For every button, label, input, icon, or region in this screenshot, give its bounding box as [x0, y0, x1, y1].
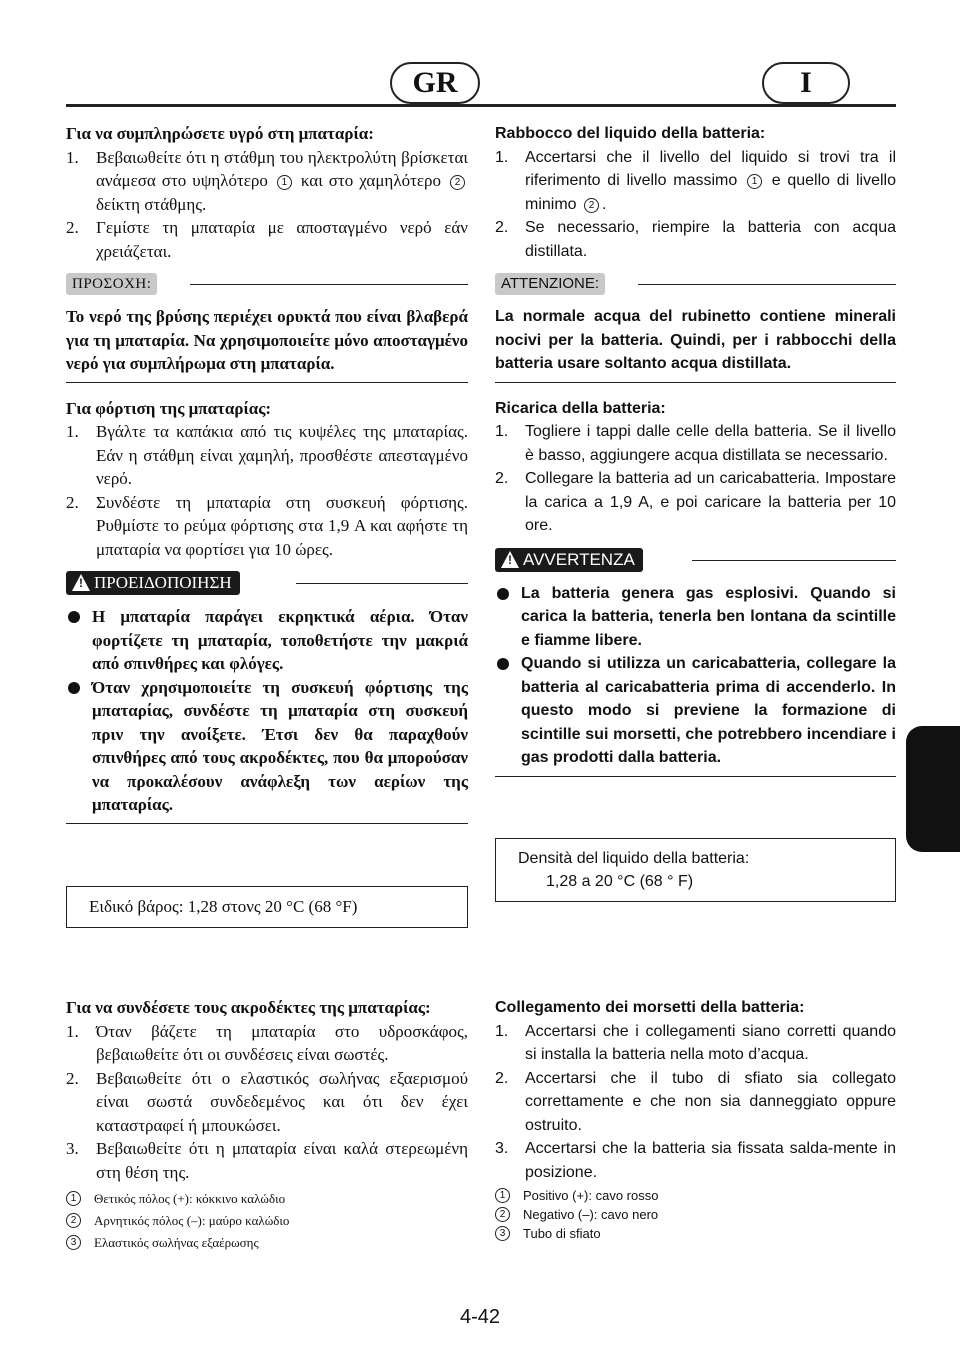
divider: [495, 382, 896, 383]
greek-column-upper: [66, 122, 468, 824]
it-spec-box: [495, 838, 896, 902]
list-item: 1. Βεβαιωθείτε ότι η στάθμη του ηλεκτρολύτη βρίσκεται ανάμεσα στο υψηλότερο 1 και στο χαμηλότερο 2 δείκτη στάθμης.: [66, 147, 468, 214]
caution-label: ΠΡΟΣΟΧΗ:: [66, 273, 157, 295]
divider: [495, 776, 896, 777]
it-legend: [495, 1186, 896, 1243]
divider: [66, 382, 468, 383]
gr-warning-bullets: [66, 605, 468, 817]
list-item: 3. Βεβαιωθείτε ότι η μπαταρία είναι καλά στερεωμένη στη θέση της.: [66, 1139, 468, 1182]
gr-spec-text: Ειδικό βάρος: 1,28 στονς 20 °C (68 °F): [89, 897, 358, 916]
it-spec-line-1: Densità del liquido della batteria:: [518, 850, 750, 867]
list-item: 2. Se necessario, riempire la batteria con acqua distillata.: [495, 219, 896, 260]
gr-refill-heading: Για να συμπληρώσετε υγρό στη μπαταρία:: [66, 124, 374, 143]
legend-item: 2 Αρνητικός πόλος (–): μαύρο καλώδιο: [66, 1210, 468, 1232]
legend-item: 1 Θετικός πόλος (+): κόκκινο καλώδιο: [66, 1188, 468, 1210]
list-item: 2. Βεβαιωθείτε ότι ο ελαστικός σωλήνας εξαερισμού είναι σωστά συνδεδεμένος και ότι δεν έχει καταστραφεί ή μπουκώσει.: [66, 1068, 468, 1135]
list-item: 3. Accertarsi che la batteria sia fissata salda-mente in posizione.: [495, 1140, 896, 1181]
language-tabs: [390, 62, 850, 104]
language-tab-italian: I: [762, 62, 850, 104]
italian-column-lower: [495, 996, 896, 1243]
chapter-thumb-tab: [906, 726, 960, 852]
it-terminals-heading: Collegamento dei morsetti della batteria:: [495, 999, 805, 1016]
gr-spec-box: [66, 886, 468, 928]
gr-charge-steps: [66, 420, 468, 561]
list-item: Quando si utilizza un caricabatteria, collegare la batteria al caricabatteria prima di accenderlo. In questo modo si previene la formazione di scintille sui morsetti, che potrebbero incendiare i gas prodotti dalla batteria.: [495, 652, 896, 770]
warning-triangle-icon: [501, 551, 519, 568]
it-refill-heading: Rabbocco del liquido della batteria:: [495, 125, 766, 142]
it-caution-text: La normale acqua del rubinetto contiene minerali nocivi per la batteria. Quindi, per i rabbocchi della batteria usare soltanto acqua distillata.: [495, 308, 896, 372]
it-spec-line-2: 1,28 a 20 °C (68 ° F): [546, 873, 694, 890]
bullet-icon: [497, 588, 509, 600]
legend-item: 3 Tubo di sfiato: [495, 1224, 896, 1243]
it-caution-header: [495, 273, 896, 297]
bullet-icon: [497, 658, 509, 670]
bullet-icon: [68, 682, 80, 694]
gr-refill-steps: [66, 146, 468, 264]
gr-warning-header: [66, 571, 468, 597]
divider: [296, 583, 468, 584]
list-item: 1. Accertarsi che i collegamenti siano corretti quando si installa la batteria nella moto d’acqua.: [495, 1022, 896, 1063]
list-item: 1. Accertarsi che il livello del liquido si trovi tra il riferimento di livello massimo 1 e quello di livello minimo 2 .: [495, 148, 897, 213]
it-terminals-steps: [495, 1020, 896, 1185]
list-item: 2. Accertarsi che il tubo di sfiato sia collegato correttamente e che non sia danneggiato oppure ostruito.: [495, 1069, 896, 1134]
list-item: Η μπαταρία παράγει εκρηκτικά αέρια. Όταν φορτίζετε τη μπαταρία, τοποθετήστε την μακριά από σπινθήρες και φλόγες.: [66, 605, 468, 676]
callout-number: 1: [277, 175, 292, 190]
legend-item: 1 Positivo (+): cavo rosso: [495, 1186, 896, 1205]
list-item: 1. Togliere i tappi dalle celle della batteria. Se il livello è basso, aggiungere acqua distillata se necessario.: [495, 423, 896, 464]
italian-column-upper: [495, 122, 896, 777]
list-item: Όταν χρησιμοποιείτε τη συσκευή φόρτισης της μπαταρίας, συνδέστε τη μπαταρία στη συσκευή πριν την ανοίξετε. Έτσι δεν θα παραχθούν σπινθήρες από τους ακροδέκτες, που θα μπορούσαν να προκαλέσουν ανάφλεξη των αερίων της μπαταρίας.: [66, 676, 468, 817]
legend-item: 3 Ελαστικός σωλήνας εξαέρωσης: [66, 1232, 468, 1254]
divider: [638, 284, 896, 285]
gr-terminals-steps: [66, 1020, 468, 1185]
it-warning-header: [495, 548, 896, 574]
gr-caution-header: [66, 273, 468, 297]
divider: [190, 284, 468, 285]
gr-charge-heading: Για φόρτιση της μπαταρίας:: [66, 398, 272, 418]
list-item: 1. Όταν βάζετε τη μπαταρία στο υδροσκάφος, βεβαιωθείτε ότι οι συνδέσεις είναι σωστές.: [66, 1021, 468, 1064]
list-item: 2. Γεμίστε τη μπαταρία με αποσταγμένο νερό εάν χρειάζεται.: [66, 218, 468, 261]
it-charge-steps: [495, 420, 896, 538]
bullet-icon: [68, 611, 80, 623]
it-warning-bullets: [495, 582, 896, 770]
language-tab-greek: GR: [390, 62, 480, 104]
list-item: 2. Συνδέστε τη μπαταρία στη συσκευή φόρτισης. Ρυθμίστε το ρεύμα φόρτισης στα 1,9 A και αφήστε τη μπαταρία να φορτίσει για 10 ώρες.: [66, 492, 468, 559]
gr-legend: [66, 1188, 468, 1254]
greek-column-lower: [66, 996, 468, 1254]
it-refill-steps: [495, 146, 896, 264]
callout-number: 2: [450, 175, 465, 190]
divider: [692, 560, 896, 561]
callout-number: 1: [747, 174, 762, 189]
list-item: 2. Collegare la batteria ad un caricabatteria. Impostare la carica a 1,9 A, e poi caricare la batteria per 10 ore.: [495, 470, 896, 534]
warning-triangle-icon: [72, 574, 90, 591]
list-item: 1. Βγάλτε τα καπάκια από τις κυψέλες της μπαταρίας. Εάν η στάθμη είναι χαμηλή, προσθέστε απεσταγμένο νερό.: [66, 422, 468, 488]
header-rule: [66, 104, 896, 107]
list-item: La batteria genera gas esplosivi. Quando si carica la batteria, tenerla ben lontana da scintille e fiamme libere.: [495, 582, 896, 653]
gr-caution-text: Το νερό της βρύσης περιέχει ορυκτά που είναι βλαβερά για τη μπαταρία. Να χρησιμοποιείτε μόνο αποσταγμένο νερό για συμπλήρωμα στη μπαταρία.: [66, 307, 468, 373]
warning-label: ! AVVERTENZA: [495, 548, 643, 572]
gr-terminals-heading: Για να συνδέσετε τους ακροδέκτες της μπαταρίας:: [66, 998, 431, 1017]
warning-label: ! ΠΡΟΕΙΔΟΠΟΙΗΣΗ: [66, 571, 240, 595]
divider: [66, 823, 468, 824]
legend-item: 2 Negativo (–): cavo nero: [495, 1205, 896, 1224]
it-charge-heading: Ricarica della batteria:: [495, 399, 666, 417]
callout-number: 2: [584, 198, 599, 213]
caution-label: ATTENZIONE:: [495, 273, 605, 295]
page-number: 4-42: [459, 1306, 501, 1328]
